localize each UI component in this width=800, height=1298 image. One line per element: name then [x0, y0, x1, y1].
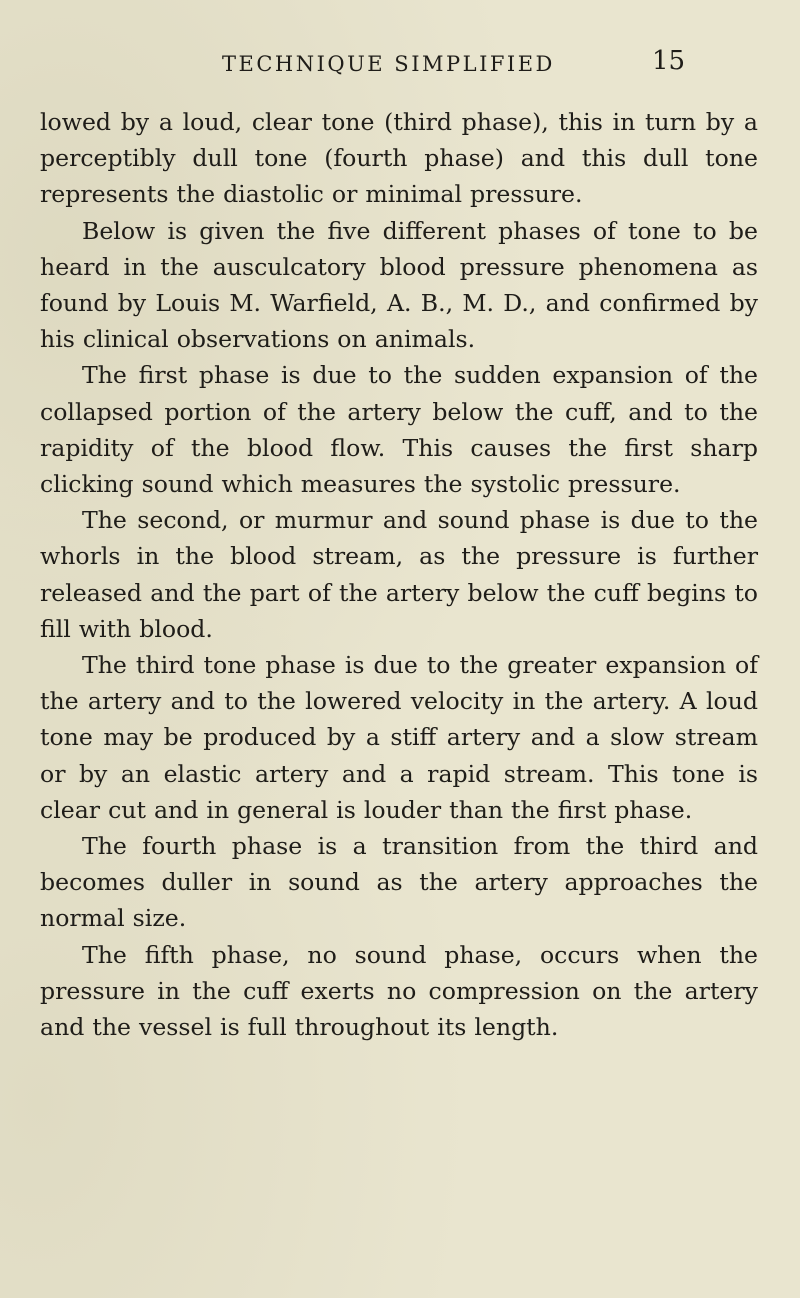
body-text: [40, 104, 758, 1045]
paragraph-continuation: lowed by a loud, clear tone (third phase), this in turn by a perceptibly dull tone (fourth phase) and this dull tone represents the diastolic or minimal pressure.: [40, 108, 758, 209]
paragraph-phases-intro: Below is given the five different phases of tone to be heard in the ausculcatory blood pressure phenomena as found by Louis M. Warfield, A. B., M. D., and confirmed by his clinical observations on animals.: [40, 216, 758, 354]
paragraph-fourth-phase: The fourth phase is a transition from the third and becomes duller in sound as the artery approaches the normal size.: [40, 832, 758, 933]
paragraph-second-phase: The second, or murmur and sound phase is due to the whorls in the blood stream, as the pressure is further released and the part of the artery below the cuff begins to fill with blood.: [40, 506, 758, 643]
paragraph-first-phase: The first phase is due to the sudden expansion of the collapsed portion of the artery below the cuff, and to the rapidity of the blood flow. This causes the first sharp clicking sound which measures the systolic pressure.: [40, 361, 758, 499]
running-head: TECHNIQUE SIMPLIFIED: [222, 52, 555, 76]
page-header: [0, 44, 800, 84]
page-number: 15: [652, 46, 686, 76]
paragraph-fifth-phase: The fifth phase, no sound phase, occurs when the pressure in the cuff exerts no compression on the artery and the vessel is full throughout its length.: [40, 940, 758, 1042]
paragraph-third-phase: The third tone phase is due to the greater expansion of the artery and to the lowered velocity in the artery. A loud tone may be produced by a stiff artery and a slow stream or by an elastic artery and a rapid stream. This tone is clear cut and in general is louder than the first phase.: [40, 651, 758, 824]
